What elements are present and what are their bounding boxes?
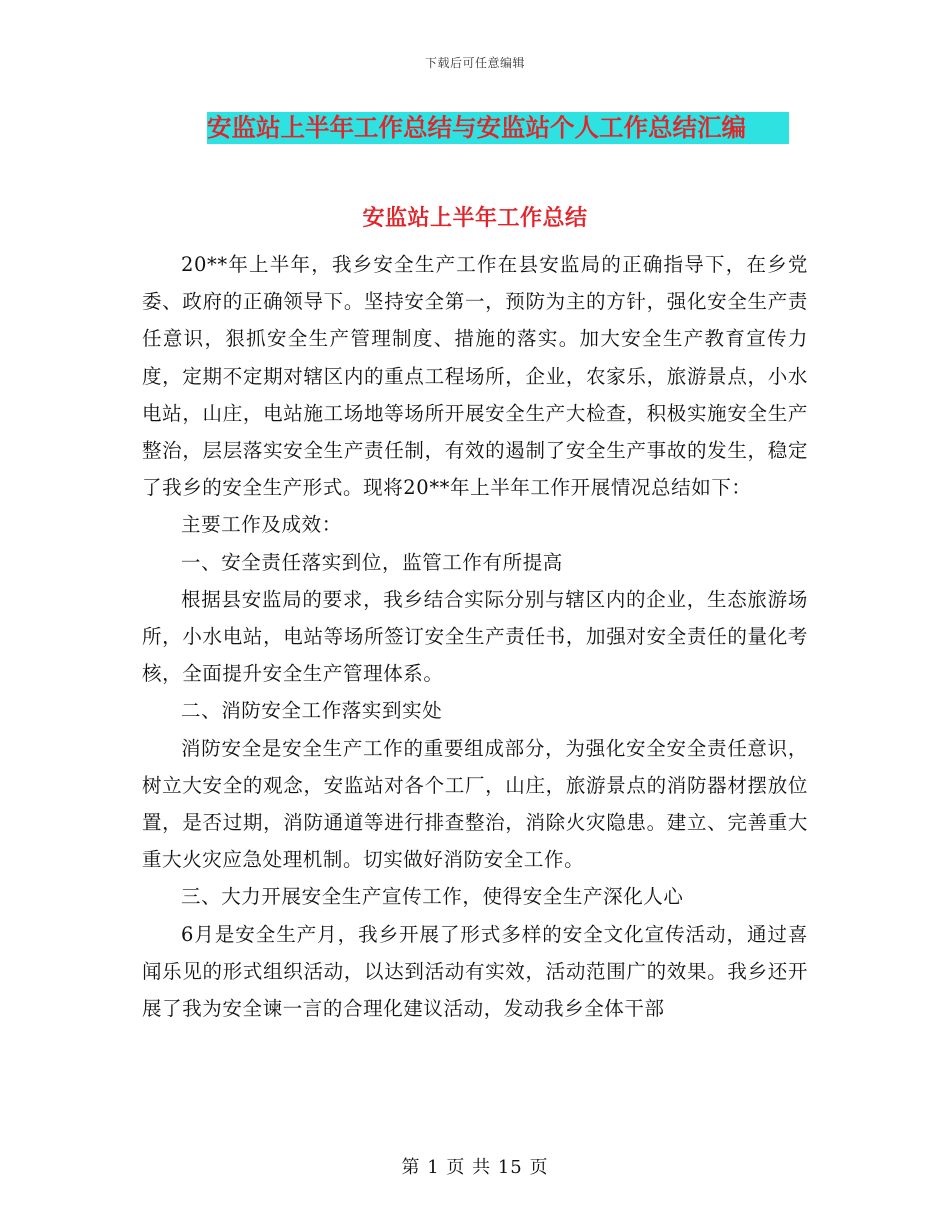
heading-item-1: 一、安全责任落实到位，监管工作有所提高 [181, 550, 563, 574]
paragraph-main-results: 主要工作及成效： [181, 513, 342, 537]
heading-item-2: 二、消防安全工作落实到实处 [181, 699, 443, 723]
document-title-highlight [207, 112, 789, 144]
paragraph-item-2: 消防安全是安全生产工作的重要组成部分，为强化安全安全责任意识，树立大安全的观念，安监站对各个工厂，山庄，旅游景点的消防器材摆放位置，是否过期，消防通道等进行排查整治，消除火灾隐患。建立、完善重大重大火灾应急处理机制。切实做好消防安全工作。 [142, 736, 808, 872]
heading-item-3: 三、大力开展安全生产宣传工作，使得安全生产深化人心 [181, 885, 684, 909]
header-note: 下载后可任意编辑 [424, 56, 525, 70]
paragraph-intro: 20**年上半年，我乡安全生产工作在县安监局的正确指导下，在乡党委、政府的正确领导下。坚持安全第一，预防为主的方针，强化安全生产责任意识，狠抓安全生产管理制度、措施的落实。加大安全生产教育宣传力度，定期不定期对辖区内的重点工程场所，企业，农家乐，旅游景点，小水电站，山庄，电站施工场地等场所开展安全生产大检查，积极实施安全生产整治，层层落实安全生产责任制，有效的遏制了安全生产事故的发生，稳定了我乡的安全生产形式。现将20**年上半年工作开展情况总结如下： [142, 253, 808, 500]
body-text [142, 246, 808, 1027]
paragraph-item-3: 6月是安全生产月，我乡开展了形式多样的安全文化宣传活动，通过喜闻乐见的形式组织活动，以达到活动有实效，活动范围广的效果。我乡还开展了我为安全谏一言的合理化建议活动，发动我乡全体干部 [142, 922, 808, 1021]
page-footer: 第 1 页 共 15 页 [401, 1157, 549, 1178]
paragraph-item-1: 根据县安监局的要求，我乡结合实际分别与辖区内的企业，生态旅游场所，小水电站，电站等场所签订安全生产责任书，加强对安全责任的量化考核，全面提升安全生产管理体系。 [142, 587, 808, 686]
section-title: 安监站上半年工作总结 [362, 205, 588, 231]
document-title: 安监站上半年工作总结与安监站个人工作总结汇编 [207, 113, 746, 142]
